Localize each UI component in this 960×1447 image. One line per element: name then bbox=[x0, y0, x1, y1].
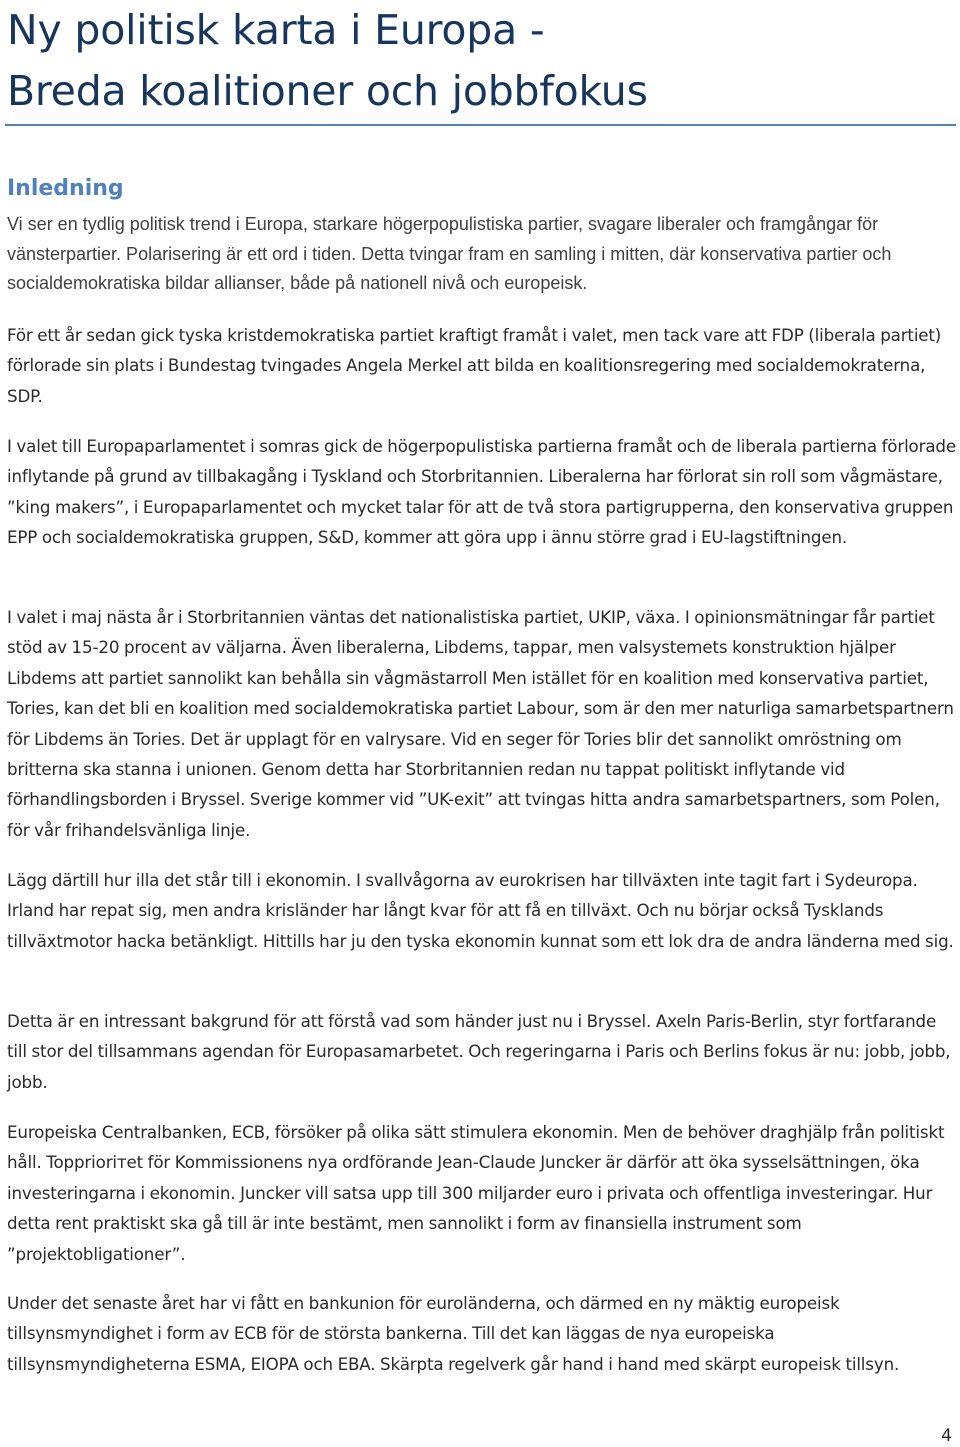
intro-paragraph: Vi ser en tydlig politisk trend i Europa, starkare högerpopulistiska partier, svagare liberaler och framgångar för vänsterpartier. Polarisering är ett ord i tiden. Detta tvingar fram en samling i mitten, där konservativa partier och socialdemokratiska bildar allianser, både på nationell nivå och europeisk. bbox=[7, 214, 892, 294]
document-title bbox=[7, 0, 947, 122]
title-line-2: Breda koalitioner och jobbfokus bbox=[7, 67, 648, 115]
section-heading: Inledning bbox=[7, 176, 124, 201]
paragraph: Europeiska Centralbanken, ECB, försöker på olika sätt stimulera ekonomin. Men de behöver draghjälp från politiskt håll. Toppriorітet för Kommissionens nya ordförande Jean-Claude Juncker är därför att öka sysselsättningen, öka investeringarna i ekonomin. Juncker vill satsa upp till 300 miljarder euro i privata och offentliga investeringar. Hur detta rent praktiskt ska gå till är inte bestämt, men sannolikt i form av finansiella instrument som ”projektobligationer”. bbox=[7, 1122, 945, 1264]
paragraph: Detta är en intressant bakgrund för att förstå vad som händer just nu i Bryssel. Axeln Paris-Berlin, styr fortfarande till stor del tillsammans agendan för Europasamarbetet. Och regeringarna i Paris och Berlins fokus är nu: jobb, jobb, jobb. bbox=[7, 1011, 951, 1092]
paragraph: I valet till Europaparlamentet i somras gick de högerpopulistiska partierna framåt och de liberala partierna förlorade inflytande på grund av tillbakagång i Tyskland och Storbritannien. Liberalerna har förlorat sin roll som vågmästare, ”king makers”, i Europaparlamentet och mycket talar för att de två stora partigrupperna, den konservativa gruppen EPP och socialdemokratiska gruppen, S&D, kommer att göra upp i ännu större grad i EU-lagstiftningen. bbox=[7, 436, 956, 548]
title-divider bbox=[5, 124, 956, 126]
paragraph: Lägg därtill hur illa det står till i ekonomin. I svallvågorna av eurokrisen har tillväxten inte tagit fart i Sydeuropa. Irland har repat sig, men andra krisländer har långt kvar för att få en tillväxt. Och nu börjar också Tysklands tillväxtmotor hacka betänkligt. Hittills har ju den tyska ekonomin kunnat som ett lok dra de andra länderna med sig. bbox=[7, 870, 954, 951]
paragraph: För ett år sedan gick tyska kristdemokratiska partiet kraftigt framåt i valet, men tack vare att FDP (liberala partiet) förlorade sin plats i Bundestag tvingades Angela Merkel att bilda en koalitionsregering med socialdemokraterna, SDP. bbox=[7, 325, 942, 406]
page-number: 4 bbox=[941, 1426, 952, 1446]
paragraph: Under det senaste året har vi fått en bankunion för euroländerna, och därmed en ny mäktig europeisk tillsynsmyndighet i form av ECB för de största bankerna. Till det kan läggas de nya europeiska tillsynsmyndigheterna ESMA, EIOPA och EBA. Skärpta regelverk går hand i hand med skärpt europeisk tillsyn. bbox=[7, 1293, 900, 1374]
paragraph: I valet i maj nästa år i Storbritannien väntas det nationalistiska partiet, UKIP, växa. I opinionsmätningar får partiet stöd av 15-20 procent av väljarna. Även liberalerna, Libdems, tappar, men valsystemets konstruktion hjälper Libdems att partiet sannolikt kan behålla sin vågmästarroll Men istället för en koalition med konservativa partiet, Tories, kan det bli en koalition med socialdemokratiska partiet Labour, som är den mer naturliga samarbetspartnern för Libdems än Tories. Det är upplagt för en valrysare. Vid en seger för Tories blir det sannolikt omröstning om britterna ska stanna i unionen. Genom detta har Storbritannien redan nu tappat politiskt inflytande vid förhandlingsborden i Bryssel. Sverige kommer vid ”UK-exit” att tvingas hitta andra samarbetspartners, som Polen, för vår frihandelsvänliga linje. bbox=[7, 607, 954, 840]
title-line-1: Ny politisk karta i Europa - bbox=[7, 6, 545, 54]
